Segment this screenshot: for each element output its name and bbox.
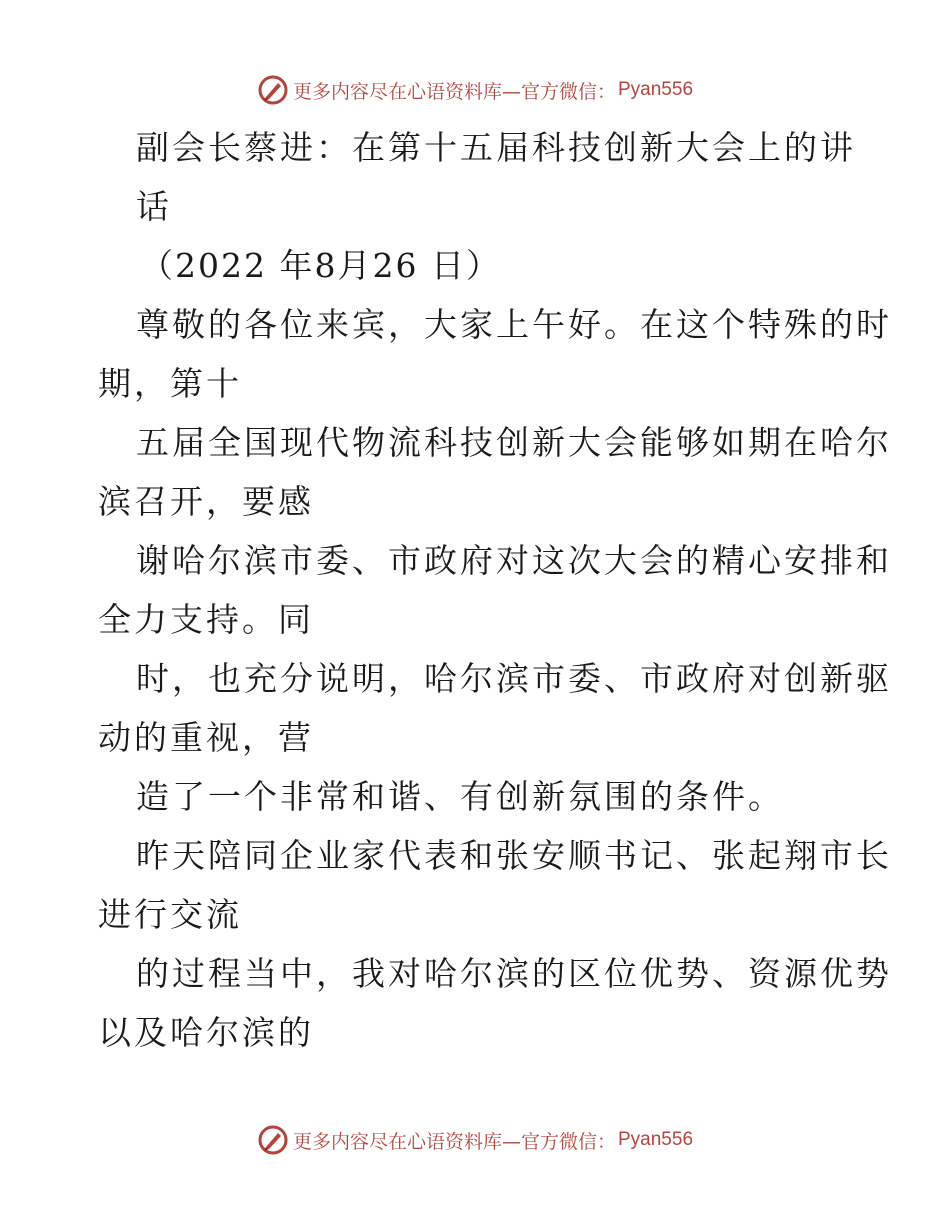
paragraph-line: 谢哈尔滨市委、市政府对这次大会的精心安排和 xyxy=(136,541,892,580)
document-title-line-2: 话 xyxy=(136,187,172,226)
pen-logo-icon xyxy=(257,74,289,106)
paragraph-line: 昨天陪同企业家代表和张安顺书记、张起翔市长 xyxy=(136,836,892,875)
paragraph-line: 五届全国现代物流科技创新大会能够如期在哈尔 xyxy=(136,423,892,462)
paragraph-line: 以及哈尔滨的 xyxy=(98,1013,314,1052)
paragraph-line: 时，也充分说明，哈尔滨市委、市政府对创新驱 xyxy=(136,659,892,698)
header-watermark xyxy=(0,70,950,110)
watermark-text: 更多内容尽在心语资料库—官方微信： xyxy=(292,80,616,103)
watermark-text: 更多内容尽在心语资料库—官方微信： xyxy=(292,1130,616,1153)
watermark-wechat-id: Pyan556 xyxy=(618,1129,694,1150)
paragraph-line: 动的重视，营 xyxy=(98,718,314,757)
document-title-line-1: 副会长蔡进：在第十五届科技创新大会上的讲 xyxy=(136,128,856,167)
document-body xyxy=(98,118,892,1062)
pen-logo-icon xyxy=(257,1124,289,1156)
paragraph-line: 进行交流 xyxy=(98,895,242,934)
paragraph-line: 期，第十 xyxy=(98,364,242,403)
paragraph-line: 全力支持。同 xyxy=(98,600,314,639)
paragraph-line: 造了一个非常和谐、有创新氛围的条件。 xyxy=(136,777,784,816)
paragraph-line: 的过程当中，我对哈尔滨的区位优势、资源优势 xyxy=(136,954,892,993)
paragraph-line: 尊敬的各位来宾，大家上午好。在这个特殊的时 xyxy=(136,305,892,344)
paragraph-line: 滨召开，要感 xyxy=(98,482,314,521)
watermark-wechat-id: Pyan556 xyxy=(618,79,694,100)
footer-watermark xyxy=(0,1120,950,1160)
document-date: （2022 年8月26 日） xyxy=(140,246,501,285)
